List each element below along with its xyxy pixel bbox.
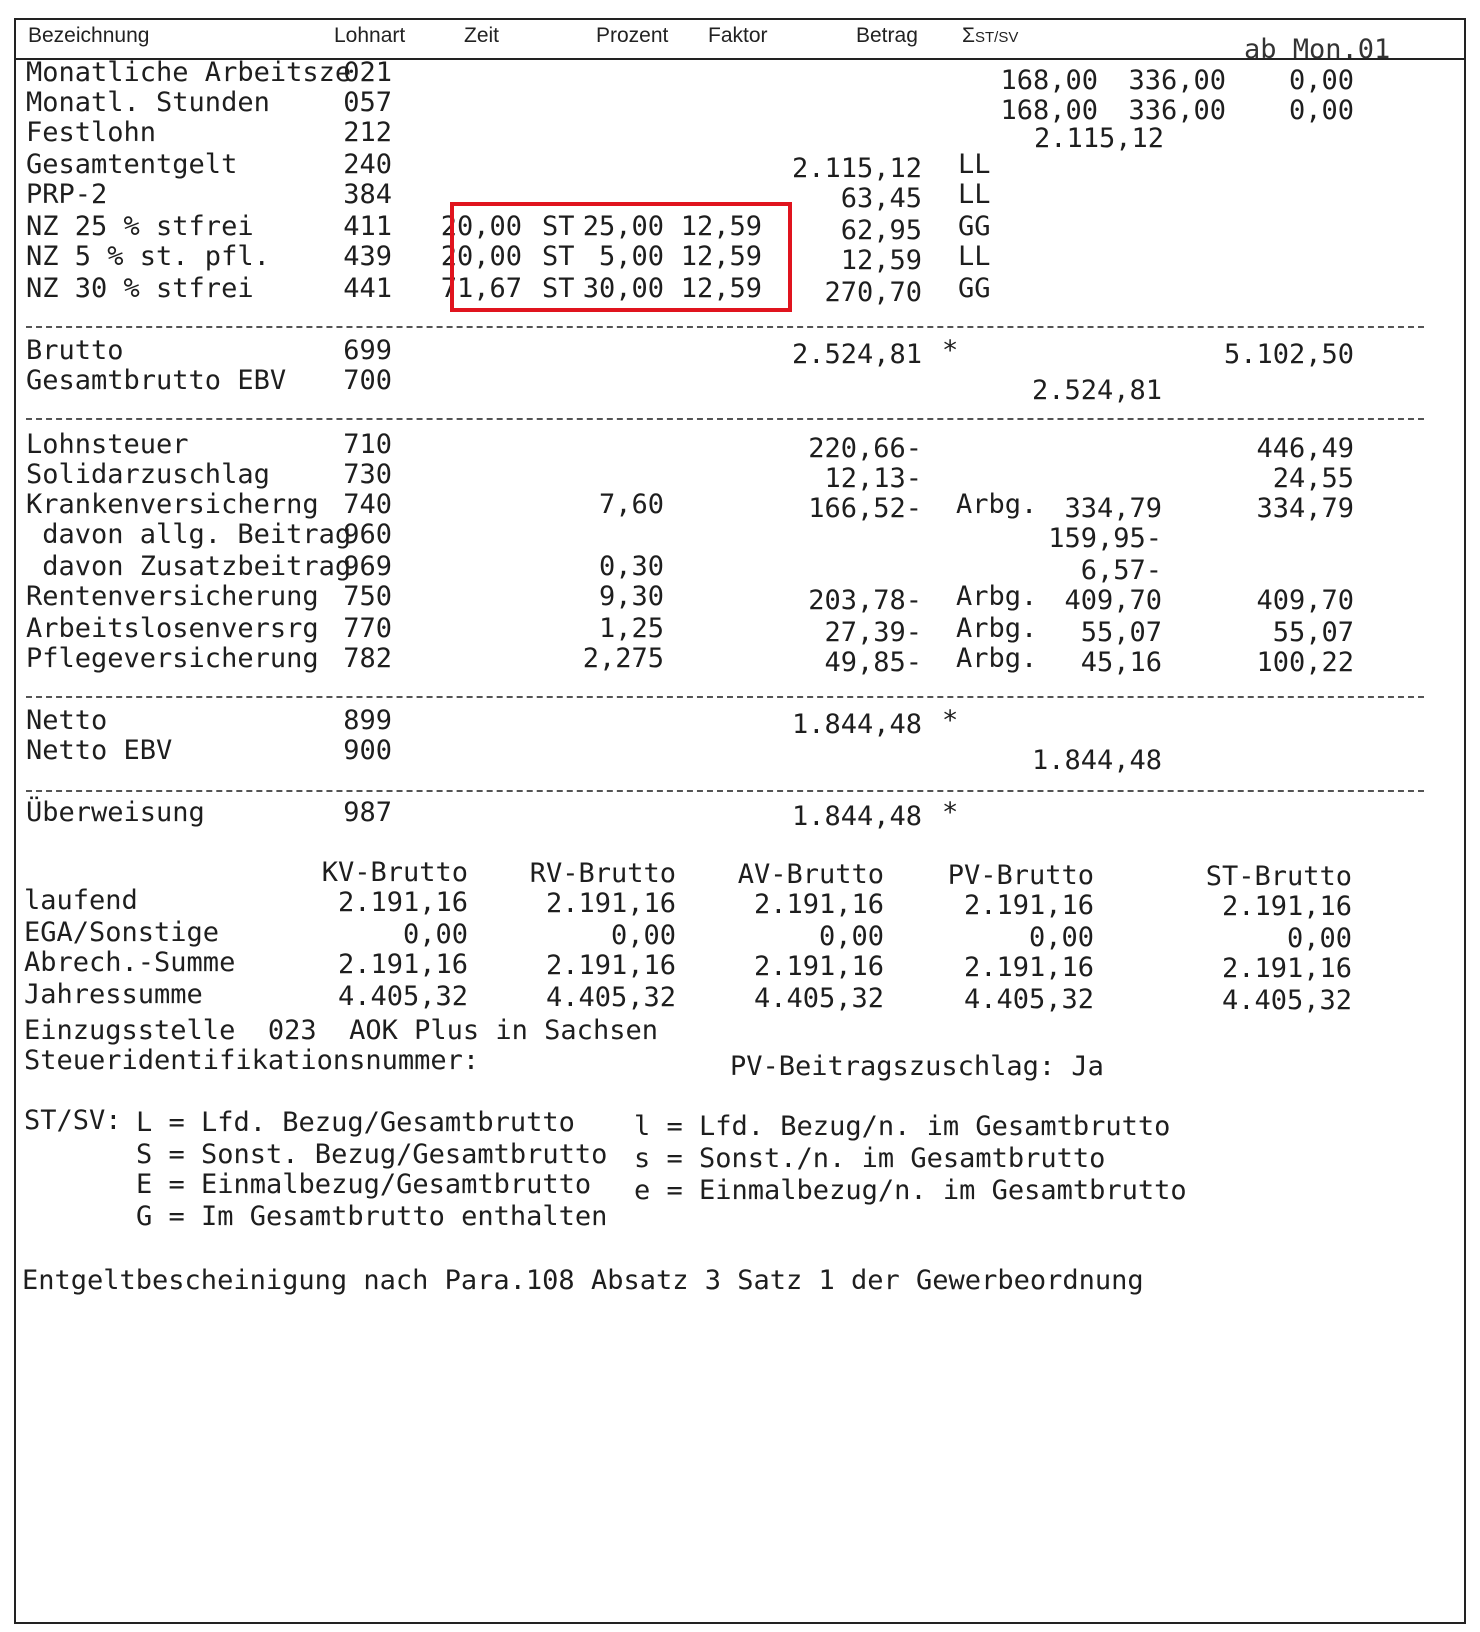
row-name: Pflegeversicherung: [26, 643, 319, 674]
row-star: *: [942, 335, 959, 366]
legend-item-l: L = Lfd. Bezug/Gesamtbrutto: [136, 1107, 575, 1138]
row-name: Monatl. Stunden: [26, 87, 270, 118]
row-code: 730: [343, 459, 392, 490]
brutto-cell: 4.405,32: [1221, 985, 1352, 1016]
row-name: Rentenversicherung: [26, 581, 319, 612]
payslip-sheet: [14, 18, 1466, 1624]
row-betrag: 220,66-: [808, 433, 922, 464]
highlight-box: [450, 202, 792, 312]
brutto-cell: 0,00: [402, 919, 468, 950]
legend-item-g: G = Im Gesamtbrutto enthalten: [136, 1201, 608, 1232]
row-name: Gesamtentgelt: [26, 149, 238, 180]
row-prozent: 25,00: [582, 211, 664, 242]
row-ag: 334,79: [1064, 493, 1162, 524]
brutto-row-label: laufend: [24, 885, 138, 916]
brutto-cell: 4.405,32: [753, 983, 884, 1014]
brutto-cell: 0,00: [818, 921, 884, 952]
brutto-cell: 2.191,16: [753, 951, 884, 982]
row-code: 699: [343, 335, 392, 366]
pv-beitragszuschlag: PV-Beitragszuschlag: Ja: [730, 1051, 1104, 1082]
row-ag: 159,95-: [1048, 523, 1162, 554]
row-star: *: [942, 705, 959, 736]
brutto-cell: 2.191,16: [753, 889, 884, 920]
row-name: Brutto: [26, 335, 124, 366]
row-code: 770: [343, 613, 392, 644]
row-ag: 45,16: [1080, 647, 1162, 678]
brutto-cell: 2.191,16: [963, 952, 1094, 983]
brutto-cell: 0,00: [610, 920, 676, 951]
row-code: 750: [343, 581, 392, 612]
row-prozent: 2,275: [582, 643, 664, 674]
einzugsstelle: Einzugsstelle 023 AOK Plus in Sachsen: [24, 1015, 658, 1046]
row-prozent: 7,60: [598, 489, 664, 520]
row-faktor: 12,59: [680, 211, 762, 242]
row-star: *: [942, 797, 959, 828]
row-code: 899: [343, 705, 392, 736]
row-name: NZ 5 % st. pfl.: [26, 241, 270, 272]
col-header-sum-stsv: [962, 24, 1018, 48]
row-zeit: 71,67: [440, 273, 522, 304]
row-name: davon Zusatzbeitrag: [26, 551, 352, 582]
brutto-cell: 2.191,16: [963, 890, 1094, 921]
row-code: 441: [343, 273, 392, 304]
row-arbg: Arbg.: [956, 581, 1038, 612]
row-name: Arbeitslosenversrg: [26, 613, 319, 644]
row-code: 782: [343, 643, 392, 674]
row-arbg: Arbg.: [956, 643, 1038, 674]
row-faktor: 12,59: [680, 241, 762, 272]
brutto-cell: 4.405,32: [545, 982, 676, 1013]
row-code: 960: [343, 519, 392, 550]
row-stsv: GG: [958, 273, 991, 304]
row-ag: 6,57-: [1080, 555, 1162, 586]
legend-item-s-lower: s = Sonst./n. im Gesamtbrutto: [634, 1143, 1106, 1174]
row-total: 446,49: [1256, 433, 1354, 464]
row-code: 212: [343, 117, 392, 148]
row-code: 411: [343, 211, 392, 242]
legend-item-s: S = Sonst. Bezug/Gesamtbrutto: [136, 1139, 608, 1170]
row-ag: 55,07: [1080, 617, 1162, 648]
col-header-prozent: Prozent: [596, 24, 669, 47]
row-betrag: 203,78-: [808, 585, 922, 616]
legend-item-e: E = Einmalbezug/Gesamtbrutto: [136, 1169, 592, 1200]
row-code: 240: [343, 149, 392, 180]
brutto-cell: 0,00: [1286, 923, 1352, 954]
divider: [26, 326, 1424, 328]
row-betrag: 2.524,81: [791, 339, 922, 370]
divider: [26, 418, 1424, 420]
row-n2: 336,00: [1128, 65, 1226, 96]
row-unit: ST: [542, 211, 575, 242]
brutto-header: KV-Brutto: [321, 857, 468, 888]
col-header-zeit: Zeit: [464, 24, 500, 47]
row-betrag: 1.844,48: [791, 801, 922, 832]
row-stsv: LL: [958, 149, 991, 180]
row-n1: 2.115,12: [1033, 123, 1164, 154]
row-name: Festlohn: [26, 117, 157, 148]
row-code: 710: [343, 429, 392, 460]
row-name: NZ 25 % stfrei: [26, 211, 254, 242]
row-code: 740: [343, 489, 392, 520]
brutto-row-label: Abrech.-Summe: [24, 947, 236, 978]
row-betrag: 12,13-: [824, 463, 922, 494]
row-betrag: 27,39-: [824, 617, 922, 648]
brutto-cell: 0,00: [1028, 922, 1094, 953]
row-code: 439: [343, 241, 392, 272]
row-prozent: 5,00: [598, 241, 664, 272]
row-name: Lohnsteuer: [26, 429, 189, 460]
row-prozent: 1,25: [598, 613, 664, 644]
row-stsv: LL: [958, 241, 991, 272]
row-col2: 2.524,81: [1031, 375, 1162, 406]
col-header-bezeichnung: Bezeichnung: [28, 24, 150, 47]
row-name: Netto: [26, 705, 108, 736]
row-name: Solidarzuschlag: [26, 459, 270, 490]
row-unit: ST: [542, 241, 575, 272]
row-betrag: 63,45: [840, 183, 922, 214]
row-total: 5.102,50: [1223, 339, 1354, 370]
row-name: Gesamtbrutto EBV: [26, 365, 287, 396]
row-arbg: Arbg.: [956, 489, 1038, 520]
row-arbg: Arbg.: [956, 613, 1038, 644]
brutto-header: ST-Brutto: [1205, 861, 1352, 892]
brutto-header: RV-Brutto: [529, 858, 676, 889]
steuer-id-label: Steueridentifikationsnummer:: [24, 1045, 480, 1076]
brutto-cell: 2.191,16: [545, 888, 676, 919]
brutto-row-label: Jahressumme: [24, 979, 203, 1010]
row-zeit: 20,00: [440, 211, 522, 242]
row-prozent: 9,30: [598, 581, 664, 612]
row-prozent: 30,00: [582, 273, 664, 304]
brutto-header: PV-Brutto: [947, 860, 1094, 891]
stsv-label: ST/SV: [974, 29, 1019, 46]
row-betrag: 12,59: [840, 245, 922, 276]
row-total: 55,07: [1272, 617, 1354, 648]
brutto-row-label: EGA/Sonstige: [24, 917, 220, 948]
row-zeit: 20,00: [440, 241, 522, 272]
row-name: Überweisung: [26, 797, 205, 828]
row-betrag: 166,52-: [808, 493, 922, 524]
row-faktor: 12,59: [680, 273, 762, 304]
row-ag: 409,70: [1064, 585, 1162, 616]
brutto-cell: 2.191,16: [545, 950, 676, 981]
row-name: NZ 30 % stfrei: [26, 273, 254, 304]
row-code: 384: [343, 179, 392, 210]
row-stsv: LL: [958, 179, 991, 210]
row-name: Monatliche Arbeitsze: [26, 57, 352, 88]
row-total: 334,79: [1256, 493, 1354, 524]
footer-note: Entgeltbescheinigung nach Para.108 Absatz 3 Satz 1 der Gewerbeordnung: [22, 1265, 1144, 1296]
col-header-betrag: Betrag: [856, 24, 918, 47]
sigma-symbol: Σ: [962, 24, 975, 47]
legend-item-l-lower: l = Lfd. Bezug/n. im Gesamtbrutto: [634, 1111, 1171, 1142]
row-name: Krankenversicherng: [26, 489, 319, 520]
row-betrag: 2.115,12: [791, 153, 922, 184]
divider: [26, 790, 1424, 792]
col-header-faktor: Faktor: [708, 24, 768, 47]
row-betrag: 1.844,48: [791, 709, 922, 740]
row-code: 021: [343, 57, 392, 88]
row-name: Netto EBV: [26, 735, 173, 766]
brutto-cell: 2.191,16: [337, 949, 468, 980]
row-stsv: GG: [958, 211, 991, 242]
row-n2: 336,00: [1128, 95, 1226, 126]
row-total: 24,55: [1272, 463, 1354, 494]
legend-item-e-lower: e = Einmalbezug/n. im Gesamtbrutto: [634, 1175, 1187, 1206]
row-betrag: 49,85-: [824, 647, 922, 678]
legend-prefix: ST/SV:: [24, 1105, 122, 1136]
ab-month-label: ab Mon.01: [1244, 34, 1391, 65]
row-col2: 1.844,48: [1031, 745, 1162, 776]
brutto-cell: 2.191,16: [337, 887, 468, 918]
row-n3: 0,00: [1288, 65, 1354, 96]
row-n1: 168,00: [1000, 65, 1098, 96]
brutto-cell: 2.191,16: [1221, 891, 1352, 922]
divider: [26, 696, 1424, 698]
row-code: 057: [343, 87, 392, 118]
row-code: 969: [343, 551, 392, 582]
brutto-cell: 4.405,32: [337, 981, 468, 1012]
col-header-lohnart: Lohnart: [334, 24, 406, 47]
brutto-cell: 2.191,16: [1221, 953, 1352, 984]
row-unit: ST: [542, 273, 575, 304]
row-betrag: 270,70: [824, 277, 922, 308]
row-n1: 168,00: [1000, 95, 1098, 126]
row-code: 900: [343, 735, 392, 766]
row-prozent: 0,30: [598, 551, 664, 582]
row-total: 100,22: [1256, 647, 1354, 678]
row-total: 409,70: [1256, 585, 1354, 616]
row-code: 700: [343, 365, 392, 396]
row-name: PRP-2: [26, 179, 108, 210]
row-betrag: 62,95: [840, 215, 922, 246]
row-code: 987: [343, 797, 392, 828]
brutto-cell: 4.405,32: [963, 984, 1094, 1015]
row-name: davon allg. Beitrag: [26, 519, 352, 550]
brutto-header: AV-Brutto: [737, 859, 884, 890]
row-n3: 0,00: [1288, 95, 1354, 126]
